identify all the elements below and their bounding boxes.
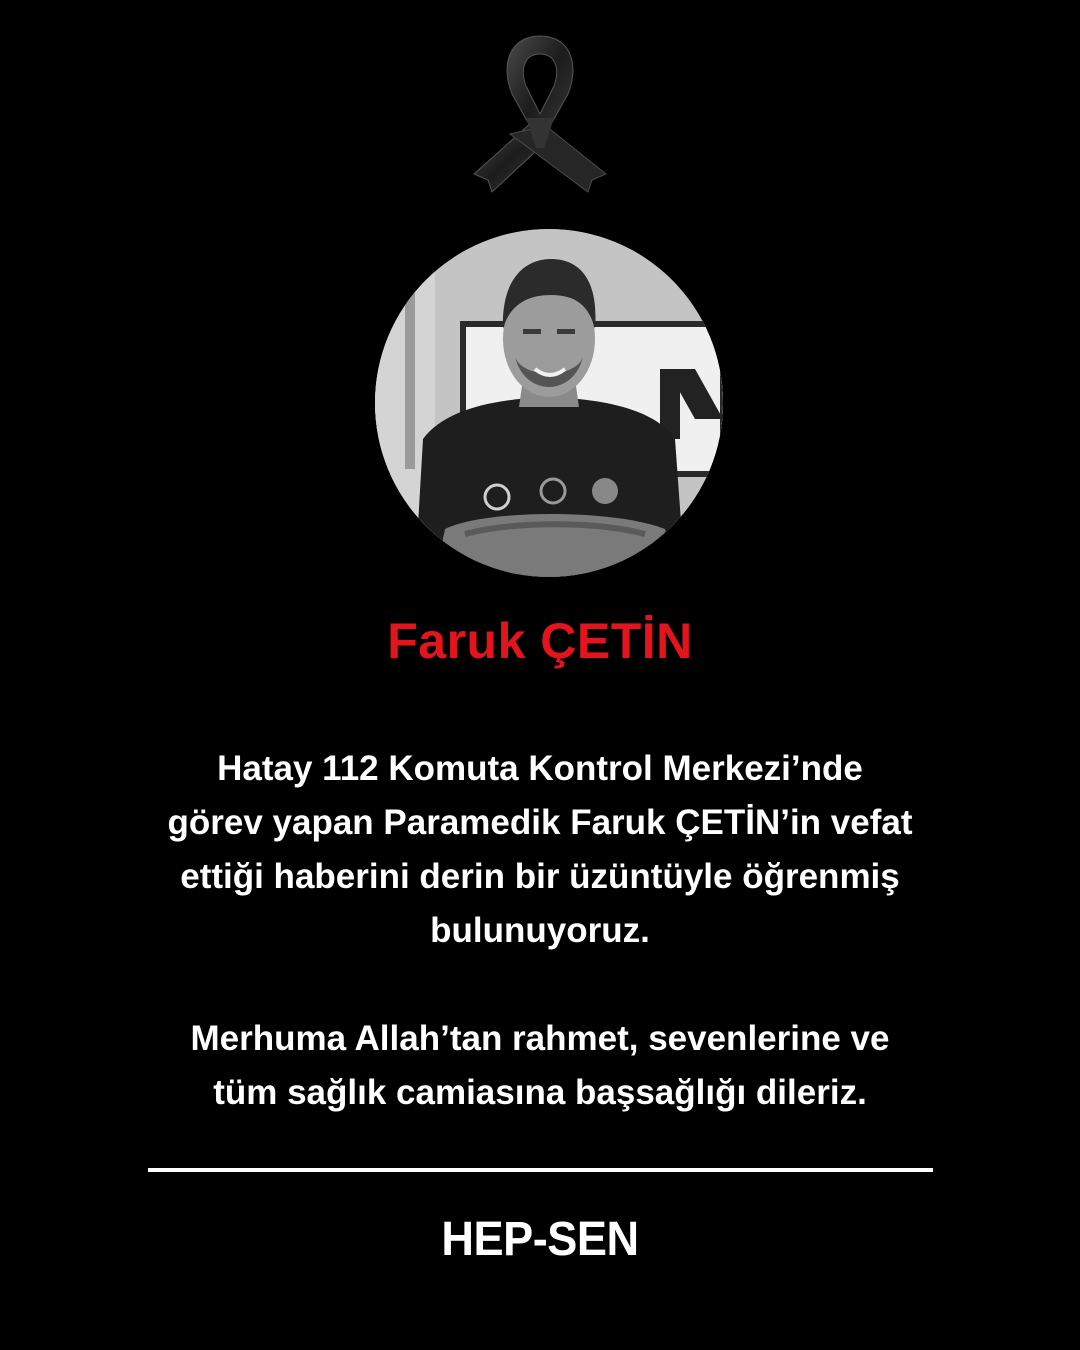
message-line: görev yapan Paramedik Faruk ÇETİN’in vefat bbox=[167, 803, 913, 842]
deceased-name: Faruk ÇETİN bbox=[387, 613, 693, 669]
paragraph-gap bbox=[90, 958, 990, 1012]
message-line: Hatay 112 Komuta Kontrol Merkezi’nde bbox=[217, 749, 863, 788]
message-line: Merhuma Allah’tan rahmet, sevenlerine ve bbox=[190, 1019, 890, 1058]
portrait-photo bbox=[375, 229, 723, 577]
message-line: ettiği haberini derin bir üzüntüyle öğrenmiş bbox=[180, 857, 900, 896]
brand-logo-text: HEP-SEN bbox=[441, 1213, 639, 1266]
mourning-ribbon-icon bbox=[470, 34, 610, 214]
message-line: bulunuyoruz. bbox=[430, 911, 650, 950]
divider bbox=[148, 1168, 933, 1172]
condolence-message bbox=[90, 742, 990, 1120]
message-line: tüm sağlık camiasına başsağlığı dileriz. bbox=[213, 1073, 867, 1112]
